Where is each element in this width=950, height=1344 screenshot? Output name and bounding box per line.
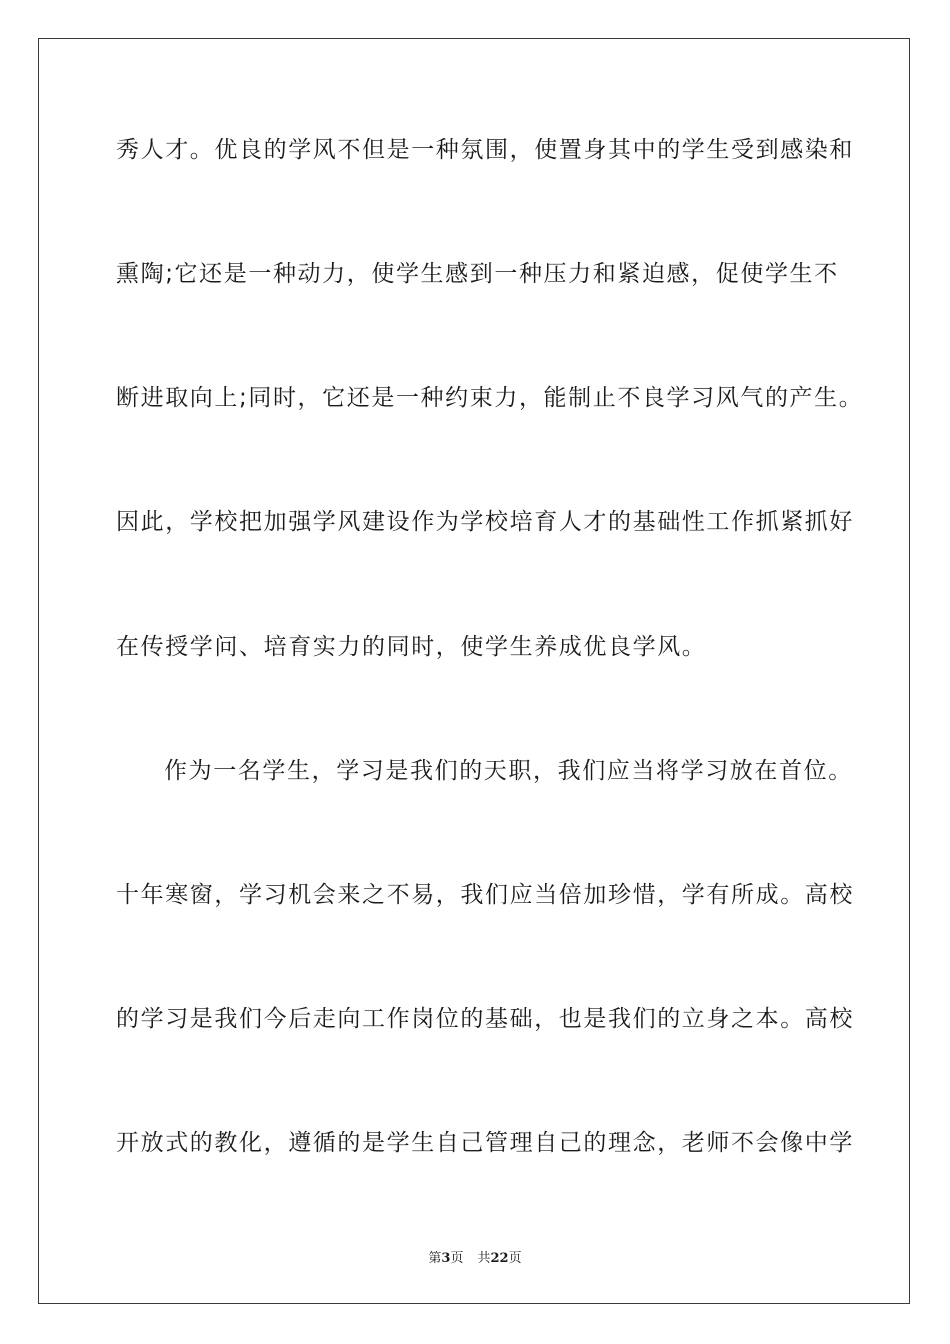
total-suffix: 页	[508, 1251, 522, 1266]
text-line-3: 断进取向上;同时，它还是一种约束力，能制止不良学习风气的产生。	[116, 385, 864, 411]
page-border	[38, 38, 910, 1304]
text-line-1: 秀人才。优良的学风不但是一种氛围，使置身其中的学生受到感染和	[116, 137, 854, 163]
total-pages: 22	[490, 1251, 509, 1266]
total-prefix: 共	[477, 1251, 491, 1266]
page-prefix: 第	[428, 1251, 442, 1266]
text-line-9: 开放式的教化，遵循的是学生自己管理自己的理念，老师不会像中学	[116, 1130, 854, 1156]
text-line-8: 的学习是我们今后走向工作岗位的基础，也是我们的立身之本。高校	[116, 1006, 854, 1032]
page-number: 3	[441, 1251, 451, 1266]
page-suffix: 页	[450, 1251, 464, 1266]
text-line-2: 熏陶;它还是一种动力，使学生感到一种压力和紧迫感，促使学生不	[116, 261, 839, 287]
page-footer	[0, 1247, 950, 1266]
paragraph-start-line: 作为一名学生，学习是我们的天职，我们应当将学习放在首位。	[164, 758, 853, 784]
text-line-4: 因此，学校把加强学风建设作为学校培育人才的基础性工作抓紧抓好	[116, 509, 854, 535]
text-line-7: 十年寒窗，学习机会来之不易，我们应当倍加珍惜，学有所成。高校	[116, 882, 854, 908]
text-line-5: 在传授学问、培育实力的同时，使学生养成优良学风。	[116, 634, 707, 660]
